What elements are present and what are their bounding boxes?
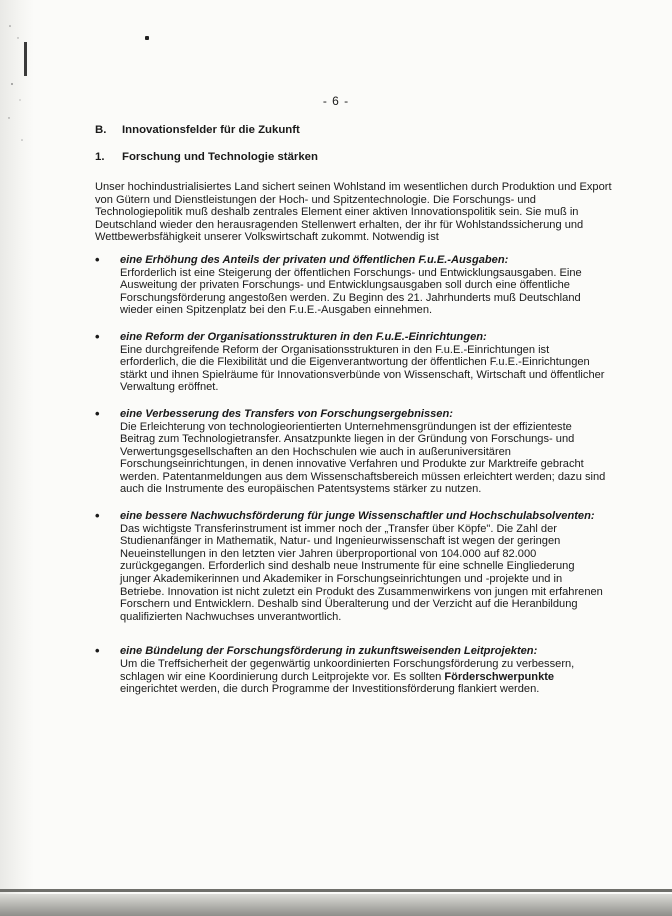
- bullet-marker: •: [95, 251, 100, 267]
- bullet-content: [120, 331, 615, 394]
- subsection-heading-1: [95, 151, 615, 164]
- section-title: Innovationsfelder für die Zukunft: [122, 124, 300, 136]
- bullet-text-emphasis: Förderschwerpunkte: [444, 670, 555, 683]
- bullet-text: [120, 658, 607, 696]
- subsection-number: 1.: [95, 151, 105, 163]
- bullet-content: [120, 254, 615, 317]
- bullet-text: Erforderlich ist eine Steigerung der öffentlichen Forschungs- und Entwicklungsausgaben. Eine Ausweitung der privaten Forschungs- und Entwicklungsausgaben soll durch eine öffentliche Forschungsförderung angestoßen werden. Zu Beginn des 21. Jahrhunderts muß Deutschland wieder einen Spitzenplatz bei den F.u.E.-Ausgaben einnehmen.: [120, 266, 582, 317]
- bullet-text: Eine durchgreifende Reform der Organisationsstrukturen in den F.u.E.-Einrichtungen ist erforderlich, die die Flexibilität und die Eigenverantwortung der öffentlichen F.u.E.-Einrichtungen stärkt und ihnen Spielräume für Innovationsverbünde von Wissenschaft, Wirtschaft und öffentlicher Verwaltung eröffnet.: [120, 343, 605, 394]
- intro-paragraph: Unser hochindustrialisiertes Land sichert seinen Wohlstand im wesentlichen durch Produktion und Export von Gütern und Dienstleistungen der Hoch- und Spitzentechnologie. Die Forschungs- und Technologiepolitik muß deshalb zentrales Element einer aktiven Innovationspolitik sein. Sie muß in Deutschland wieder den herausragenden Stellenwert erhalten, der ihr für Wohlstandssicherung und Wettbewerbsfähigkeit unserer Volkswirtschaft zukommt. Notwendig ist: [95, 181, 612, 244]
- bullet-item: [95, 405, 615, 496]
- bullet-title: eine Erhöhung des Anteils der privaten und öffentlichen F.u.E.-Ausgaben:: [120, 253, 509, 266]
- bullet-marker: •: [95, 328, 100, 344]
- bullet-item: [95, 645, 615, 695]
- bullet-content: [120, 408, 615, 496]
- scan-bottom-shadow: [0, 894, 672, 916]
- bullet-item: [95, 251, 615, 317]
- bullet-text: Die Erleichterung von technologieorientierten Unternehmensgründungen ist der effizienteste Beitrag zum Technologietransfer. Ansatzpunkte liegen in der Gründung von Forschungs- und Verwertungsgesellschaften an den Hochschulen wie auch in außeruniversitären Forschungseinrichtungen, in denen innovative Verfahren und Produkte zur Marktreife gebracht werden. Patentanmeldungen aus dem Wissenschaftsbereich müssen erleichtert werden; dazu sind auch die Instrumente des europäischen Patentsystems stärker zu nutzen.: [120, 420, 606, 496]
- section-heading-b: [95, 124, 615, 137]
- bullet-marker: •: [95, 405, 100, 421]
- bullet-title: eine Verbesserung des Transfers von Forschungsergebnissen:: [120, 407, 453, 420]
- subsection-title: Forschung und Technologie stärken: [122, 151, 318, 163]
- bullet-text: Das wichtigste Transferinstrument ist immer noch der „Transfer über Köpfe". Die Zahl der Studienanfänger in Mathematik, Natur- und Ingenieurwissenschaft ist wegen der geringen Neueinstellungen in den letzten vier Jahren überproportional von 104.000 auf 82.000 zurückgegangen. Erforderlich sind deshalb neue Instrumente für eine schnelle Eingliederung junger Akademikerinnen und Akademiker in Forschungseinrichtungen und -projekte und in Betriebe. Innovation ist nicht zuletzt ein Produkt des Zusammenwirkens von jungen mit erfahrenen Forschern und Entwicklern. Deshalb sind Überalterung und der Verzicht auf die Heranbildung qualifizierten Nachwuchses unverantwortlich.: [120, 522, 603, 623]
- bullet-marker: •: [95, 643, 100, 659]
- bullet-title: eine Bündelung der Forschungsförderung in zukunftsweisenden Leitprojekten:: [120, 645, 538, 658]
- document-body: [95, 124, 615, 710]
- section-letter: B.: [95, 124, 107, 136]
- scan-bottom-line: [0, 889, 672, 892]
- bullet-title: eine Reform der Organisationsstrukturen in den F.u.E.-Einrichtungen:: [120, 330, 487, 343]
- bullet-content: [120, 510, 615, 623]
- bullet-content: [120, 645, 615, 695]
- bullet-title: eine bessere Nachwuchsförderung für junge Wissenschaftler und Hochschulabsolventen:: [120, 510, 595, 523]
- scan-speck: [145, 36, 149, 40]
- bullet-text-end: eingerichtet werden, die durch Programme der Investitionsförderung flankiert werden.: [120, 683, 540, 696]
- page-number: - 6 -: [322, 94, 350, 108]
- bullet-text-start: Um die Treffsicherheit der gegenwärtig unkoordinierten Forschungsförderung zu verbessern, schlagen wir eine Koordinierung durch Leitprojekte vor. Es sollten: [120, 658, 575, 683]
- bullet-marker: •: [95, 508, 100, 524]
- bullet-item: [95, 510, 615, 623]
- bullet-item: [95, 328, 615, 394]
